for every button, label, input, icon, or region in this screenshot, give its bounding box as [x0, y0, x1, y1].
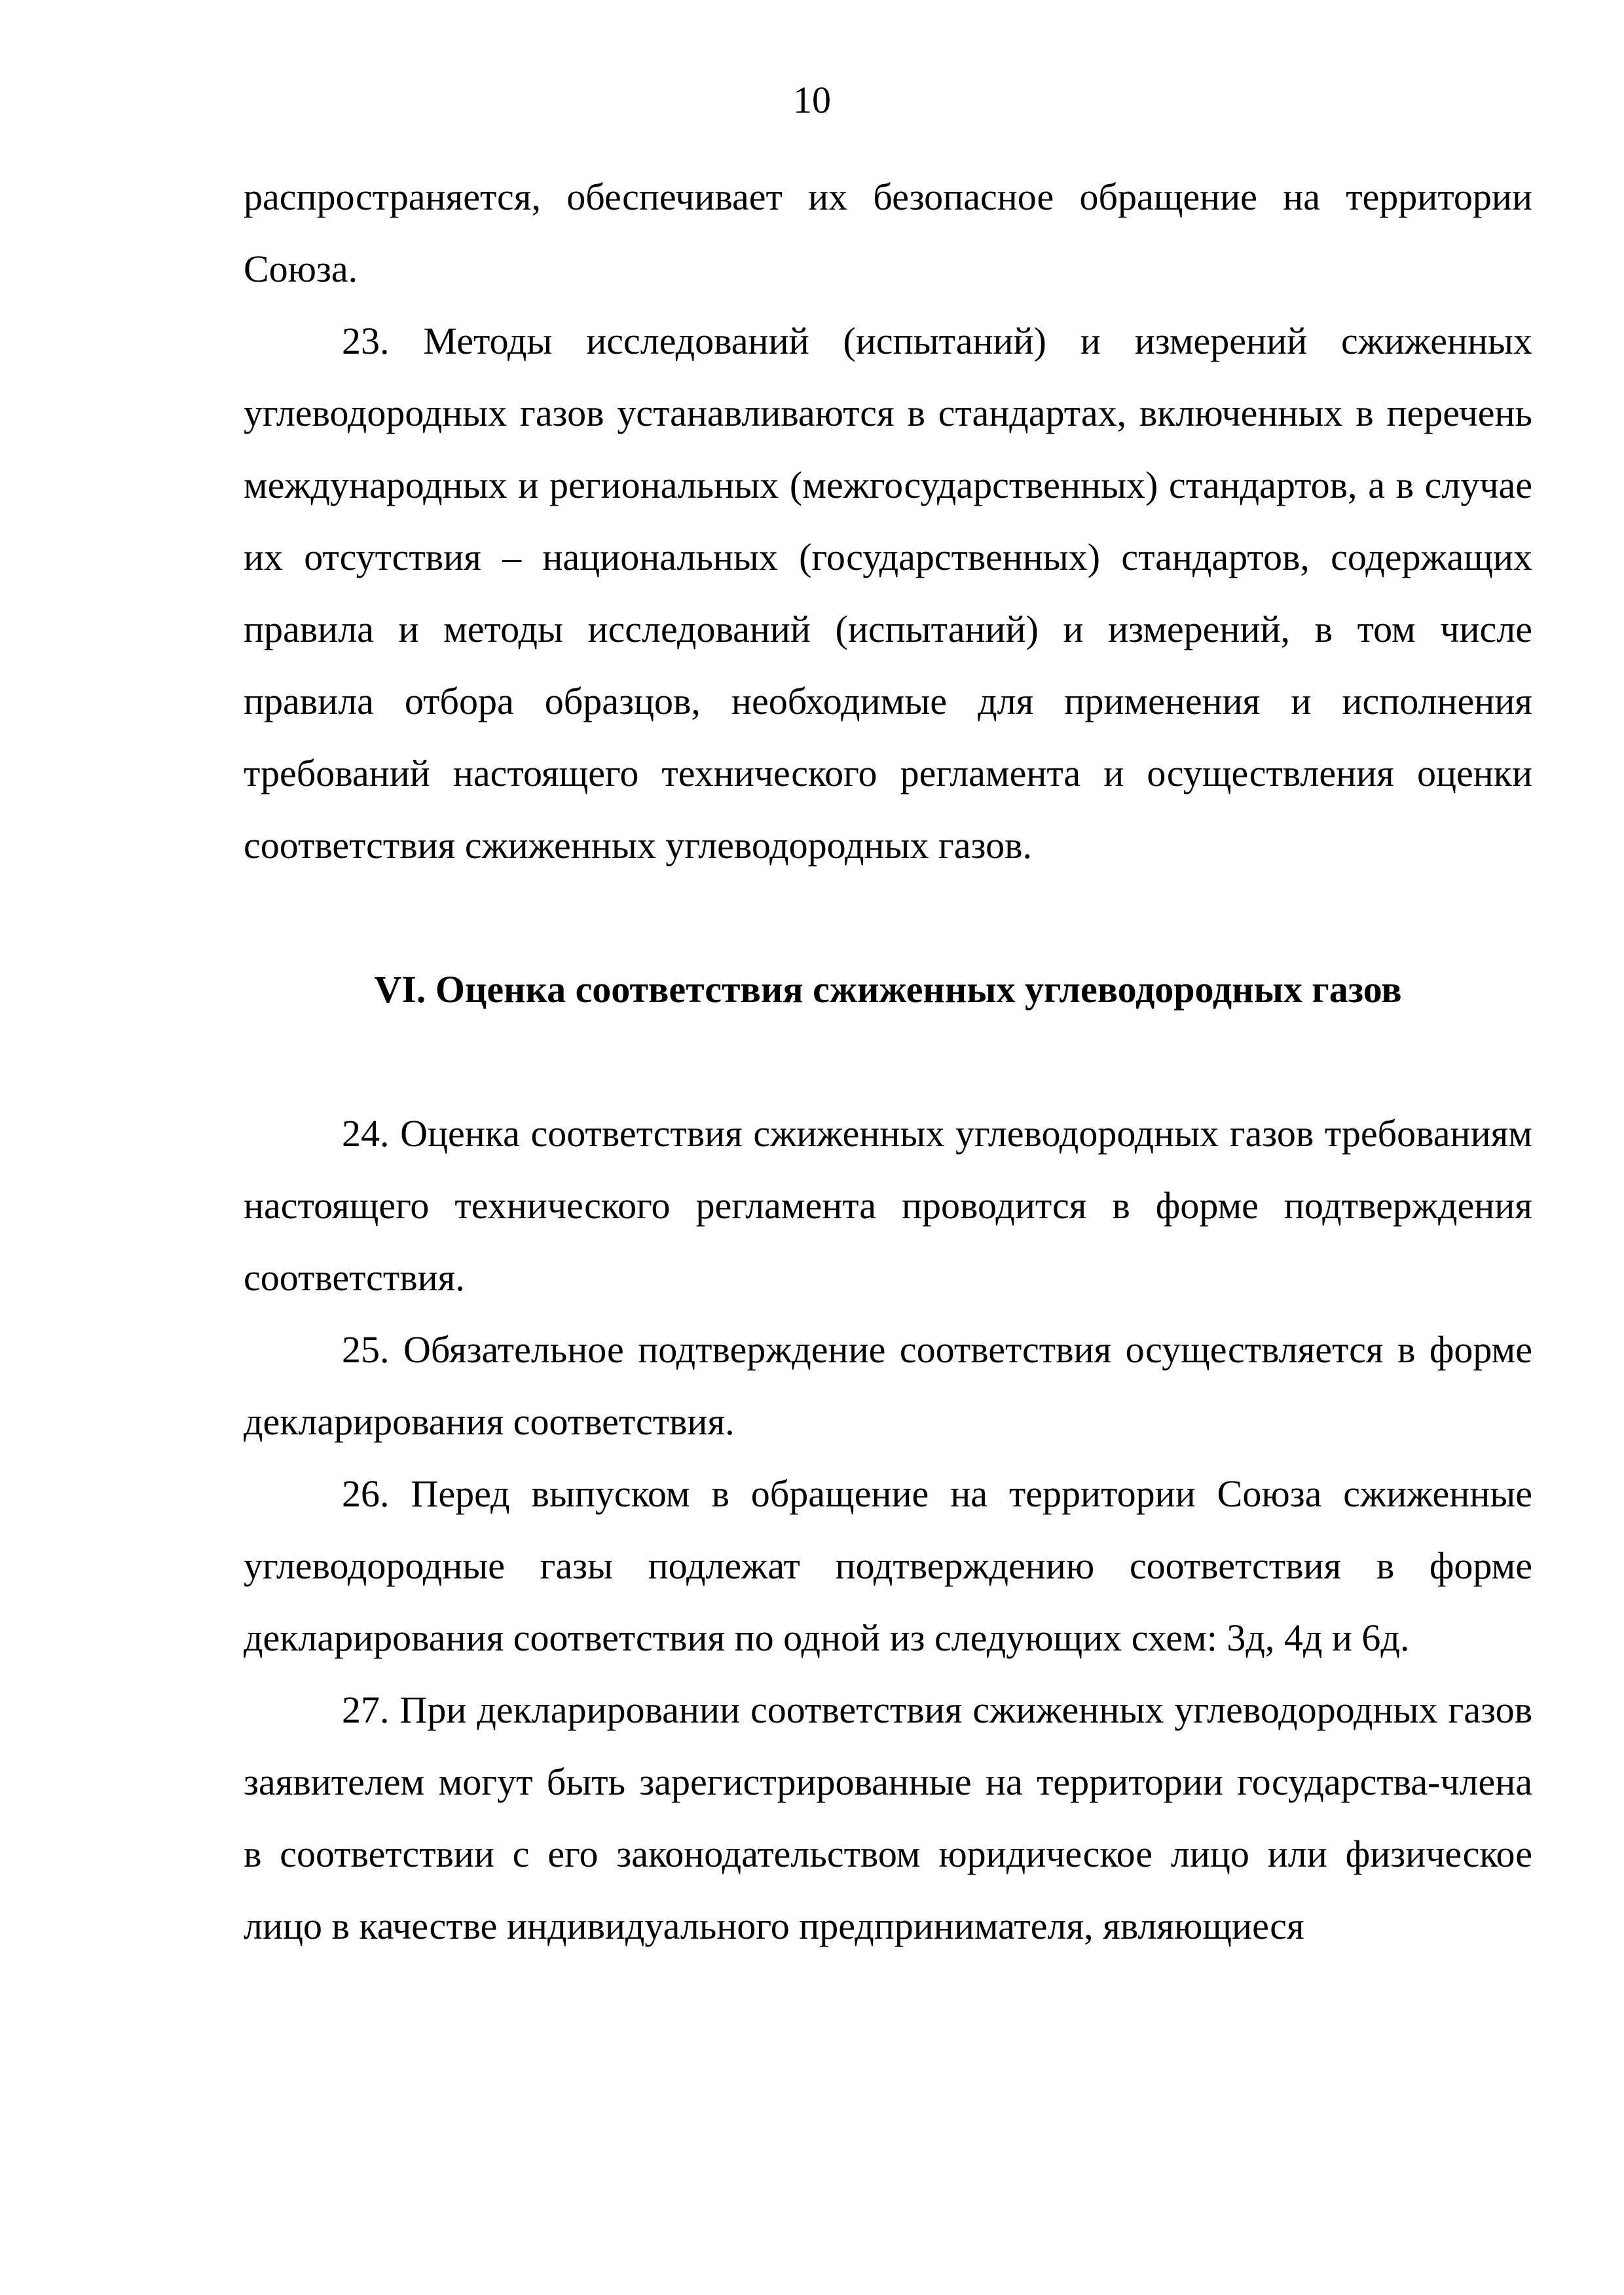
- document-body: [244, 161, 1532, 1962]
- paragraph-23: 23. Методы исследований (испытаний) и измерений сжиженных углеводородных газов устанавливаются в стандартах, включенных в перечень международных и региональных (межгосударственных) стандартов, а в случае их отсутствия – национальных (государственных) стандартов, содержащих правила и методы исследований (испытаний) и измерений, в том числе правила отбора образцов, необходимые для применения и исполнения требований настоящего технического регламента и осуществления оценки соответствия сжиженных углеводородных газов.: [244, 320, 1532, 867]
- section-heading: VI. Оценка соответствия сжиженных углеводородных газов: [374, 968, 1402, 1011]
- paragraph-27: 27. При декларировании соответствия сжиженных углеводородных газов заявителем могут быть зарегистрированные на территории государства-члена в соответствии с его законодательством юридическое лицо или физическое лицо в качестве индивидуального предпринимателя, являющиеся: [244, 1689, 1532, 1947]
- paragraph-24: 24. Оценка соответствия сжиженных углеводородных газов требованиям настоящего технического регламента проводится в форме подтверждения соответствия.: [244, 1112, 1532, 1299]
- paragraph-continuation: распространяется, обеспечивает их безопасное обращение на территории Союза.: [244, 176, 1532, 290]
- paragraph-26: 26. Перед выпуском в обращение на территории Союза сжиженные углеводородные газы подлежат подтверждению соответствия в форме декларирования соответствия по одной из следующих схем: 3д, 4д и 6д.: [244, 1472, 1532, 1659]
- page-number: 10: [793, 79, 831, 121]
- paragraph-25: 25. Обязательное подтверждение соответствия осуществляется в форме декларирования соответствия.: [244, 1328, 1532, 1443]
